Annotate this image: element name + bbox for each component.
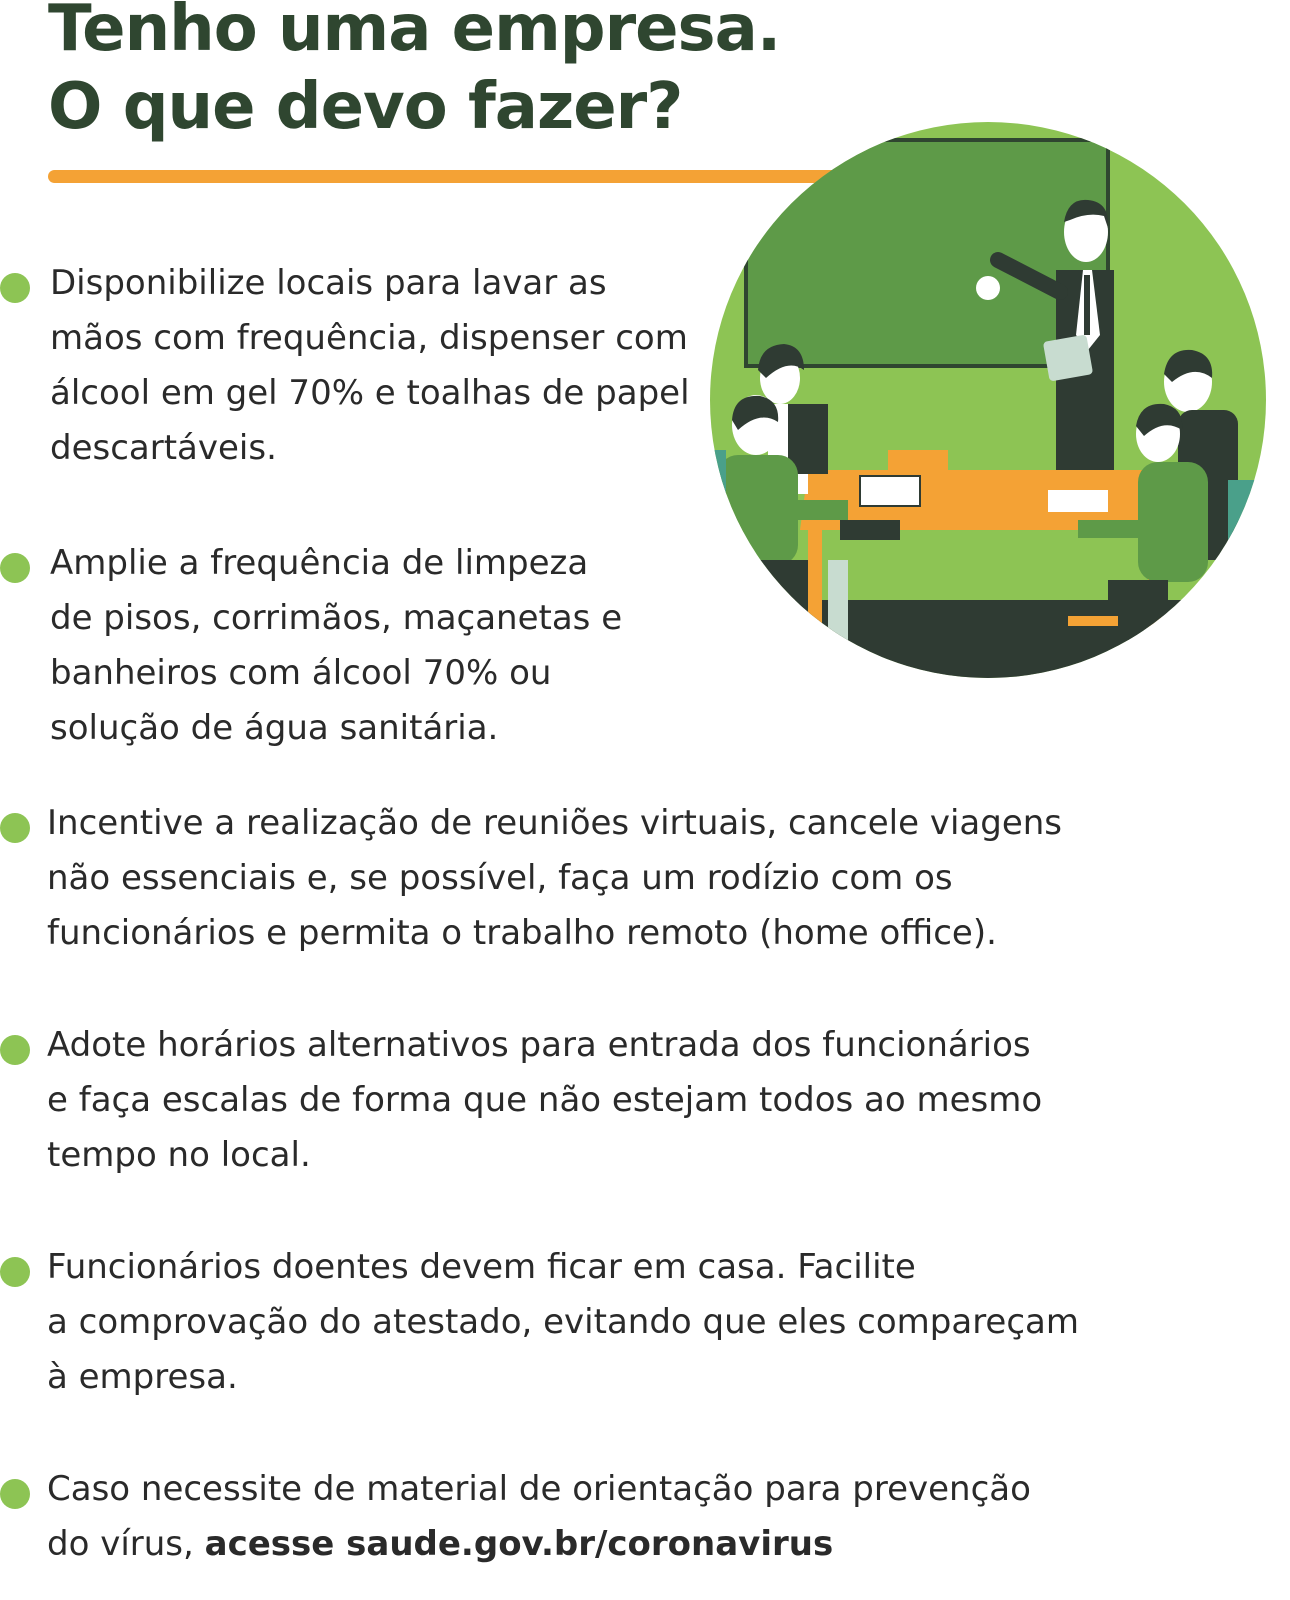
text-line-with-link xyxy=(47,1517,1031,1572)
text-line: tempo no local. xyxy=(47,1135,311,1175)
page-title xyxy=(48,0,780,146)
text-line: solução de água sanitária. xyxy=(50,708,499,748)
text-line: mãos com frequência, dispenser com xyxy=(50,318,688,358)
title-line-2: O que devo fazer? xyxy=(48,70,683,144)
text-line: descartáveis. xyxy=(50,428,277,468)
text-line: Disponibilize locais para lavar as xyxy=(50,263,607,303)
title-line-1: Tenho uma empresa. xyxy=(48,0,781,66)
item-text xyxy=(47,1240,1079,1405)
bullet-dot-icon xyxy=(0,1035,30,1065)
text-line: Amplie a frequência de limpeza xyxy=(50,543,589,583)
text-line: banheiros com álcool 70% ou xyxy=(50,653,552,693)
text-line: Incentive a realização de reuniões virtuais, cancele viagens xyxy=(47,803,1063,843)
text-line: do vírus, xyxy=(47,1524,205,1564)
coronavirus-site-link[interactable]: acesse saude.gov.br/coronavirus xyxy=(204,1524,834,1564)
text-line: Adote horários alternativos para entrada dos funcionários xyxy=(47,1025,1031,1065)
bullet-dot-icon xyxy=(0,273,30,303)
item-text xyxy=(50,256,690,476)
text-line: a comprovação do atestado, evitando que eles compareçam xyxy=(47,1302,1080,1342)
text-line: de pisos, corrimãos, maçanetas e xyxy=(50,598,623,638)
bullet-dot-icon xyxy=(0,813,30,843)
text-line: à empresa. xyxy=(47,1357,238,1397)
item-text xyxy=(47,796,1062,961)
text-line: álcool em gel 70% e toalhas de papel xyxy=(50,373,690,413)
bullet-dot-icon xyxy=(0,553,30,583)
text-line: Caso necessite de material de orientação para prevenção xyxy=(47,1469,1031,1509)
item-text xyxy=(50,536,622,756)
item-text xyxy=(47,1462,1031,1572)
office-meeting-illustration xyxy=(708,120,1268,680)
bullet-dot-icon xyxy=(0,1257,30,1287)
text-line: não essenciais e, se possível, faça um rodízio com os xyxy=(47,858,953,898)
text-line: e faça escalas de forma que não estejam todos ao mesmo xyxy=(47,1080,1043,1120)
item-text xyxy=(47,1018,1042,1183)
bullet-dot-icon xyxy=(0,1479,30,1509)
text-line: funcionários e permita o trabalho remoto (home office). xyxy=(47,913,997,953)
text-line: Funcionários doentes devem ficar em casa. Facilite xyxy=(47,1247,916,1287)
